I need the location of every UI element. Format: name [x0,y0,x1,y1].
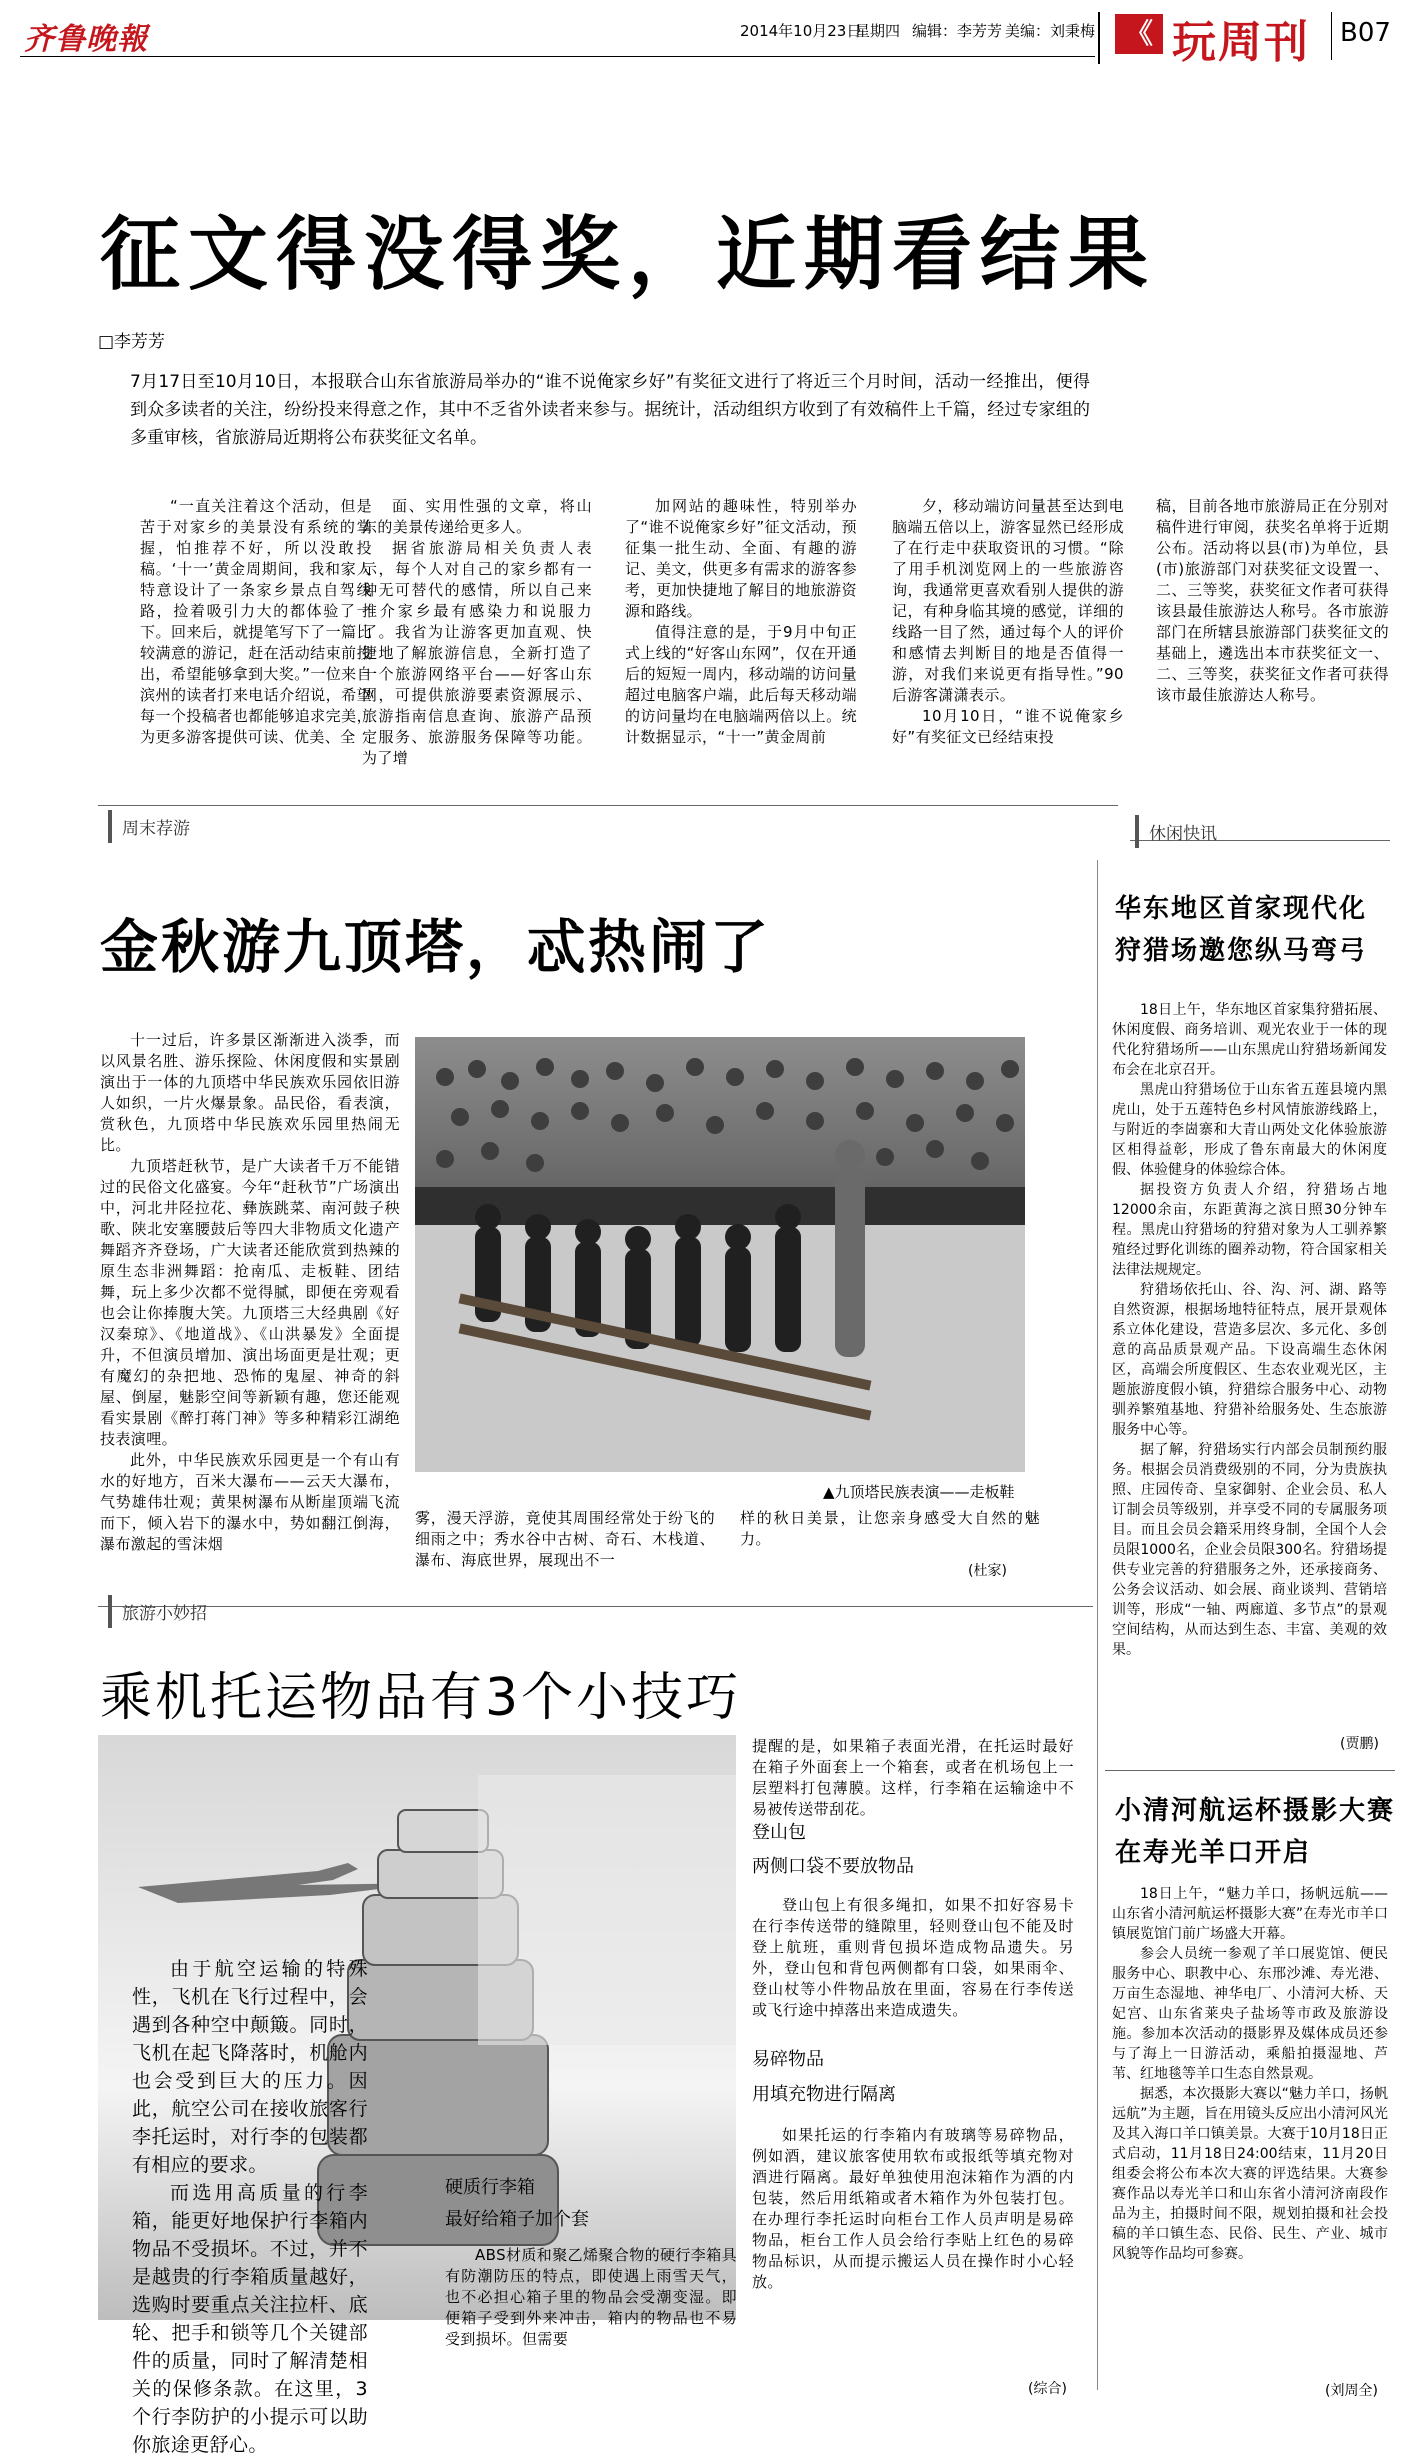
article-column: 如果托运的行李箱内有玻璃等易碎物品，例如酒，建议旅客使用软布或报纸等填充物对酒进行隔离。最好单独使用泡沫箱作为酒的内包装，然后用纸箱或者木箱作为外包装打包。在办理行李托运时向柜台工作人员声明是易碎物品，柜台工作人员会给行李贴上红色的易碎物品标识，从而提示搬运人员在操作时小心轻放。 [752,2126,1074,2291]
paragraph: 而选用高质量的行李箱，能更好地保护行李箱内物品不受损坏。不过，并不是越贵的行李箱质量越好，选购时要重点关注拉杆、底轮、把手和锁等几个关键部件的质量，同时了解清楚相关的保修条款。在这里，3个行李防护的小提示可以助你旅途更舒心。 [132,2182,368,2456]
paragraph: 据省旅游局相关负责人表示，每个人对自己的家乡都有一种无可替代的感情，所以自己来推介家乡最有感染力和说服力了。我省为让游客更加直观、快捷地了解旅游信息，全新打造了一个旅游网络平台——好客山东网，可提供旅游要素资源展示、旅游指南信息查询、旅游产品预定服务、旅游服务保障等功能。为了增 [362,539,592,767]
section-rule [98,1606,1093,1607]
issue-date: 2014年10月23日 [740,22,862,40]
article-column: 登山包上有很多绳扣，如果不扣好容易卡在行李传送带的缝隙里，轻则登山包不能及时登上航班，重则背包损坏造成物品遗失。另外，登山包和背包两侧都有口袋，如果雨伞、登山杖等小件物品放在里面，容易在行李传送或飞行途中掉落出来造成遗失。 [752,1896,1074,2019]
paragraph: 18日上午，华东地区首家集狩猎拓展、休闲度假、商务培训、观光农业于一体的现代化狩猎场所——山东黑虎山狩猎场新闻发布会在北京召开。 [1112,1002,1387,1078]
subhead: 用填充物进行隔离 [752,2084,896,2105]
paragraph: 狩猎场依托山、谷、沟、河、湖、路等自然资源，根据场地特征特点，展开景观体系立体化建设，营造多层次、多元化、多创意的高品质景观产品。下设高端生态休闲区，高端会所度假区、生态农业观光区，主题旅游度假小镇，狩猎综合服务中心、动物驯养繁殖基地、狩猎补给服务处、生态旅游服务中心等。 [1112,1282,1387,1438]
header-rule [20,56,1095,57]
paragraph: 据投资方负责人介绍，狩猎场占地12000余亩，东距黄海之滨日照30分钟车程。黑虎山狩猎场的狩猎对象为人工驯养繁殖经过野化训练的圈养动物，符合国家相关法律法规规定。 [1112,1182,1387,1278]
subhead: 登山包 [752,1822,806,1843]
subhead: 两侧口袋不要放物品 [752,1856,914,1877]
article-column: 样的秋日美景，让您亲身感受大自然的魅力。 [740,1509,1040,1548]
section-name: 玩周刊 [1172,17,1310,68]
article-title: 金秋游九顶塔，忒热闹了 [100,913,772,981]
paragraph: 此外，中华民族欢乐园更是一个有山有水的好地方，百米大瀑布——云天大瀑布，气势雄伟壮观；黄果树瀑布从断崖顶端飞流而下，倾入岩下的瀑水中，势如翻江倒海，瀑布激起的雪沫烟 [100,1451,400,1553]
article-column [362,496,592,769]
paragraph: 黑虎山狩猎场位于山东省五莲县境内黑虎山，处于五莲特色乡村风情旅游线路上，与附近的李崮寨和大青山两处文化体验旅游区相得益彰，形成了鲁东南最大的休闲度假、体验健身的体验综合体。 [1112,1082,1387,1178]
paragraph: 18日上午，“魅力羊口，扬帆远航——山东省小清河航运杯摄影大赛”在寿光市羊口镇展览馆门前广场盛大开幕。 [1112,1886,1388,1942]
section-tag: 休闲快讯 [1135,815,1227,848]
subhead: 易碎物品 [752,2049,824,2070]
article-column: ABS材质和聚乙烯聚合物的硬行李箱具有防潮防压的特点，即使遇上雨雪天气，也不必担心箱子里的物品会受潮变湿。即便箱子受到外来冲击，箱内的物品也不易受到损坏。但需要 [445,2246,738,2348]
subhead: 最好给箱子加个套 [445,2209,589,2230]
article-column [625,496,857,748]
section-badge: 《 [1115,14,1163,54]
article-title: 乘机托运物品有3个小技巧 [100,1668,742,1728]
paragraph: 九顶塔赶秋节，是广大读者千万不能错过的民俗文化盛宴。今年“赶秋节”广场演出中，河北井陉拉花、彝族跳菜、南河鼓子秧歌、陕北安塞腰鼓后等四大非物质文化遗产舞蹈齐齐登场，广大读者还能欣赏到热辣的原生态非洲舞蹈：抢南瓜、走板鞋、团结舞，玩上多少次都不觉得腻，即便在旁观看也会让你捧腹大笑。九顶塔三大经典剧《好汉秦琼》、《地道战》、《山洪暴发》全面提升，不但演员增加、演出场面更是壮观；更有魔幻的杂把地、恐怖的鬼屋、神奇的斜屋、倒屋，魅影空间等新颖有趣，您还能观看实景剧《醉打蒋门神》等多种精彩江湖绝技表演哩。 [100,1157,400,1448]
performance-photo [415,1037,1025,1472]
article-intro [132,1955,368,2459]
header-divider-2 [1331,12,1332,60]
article-credit: (杜家) [968,1563,1007,1579]
paragraph: 面、实用性强的文章，将山东的美景传递给更多人。 [362,497,592,536]
subhead: 硬质行李箱 [445,2177,535,2198]
article-lead: 7月17日至10月10日，本报联合山东省旅游局举办的“谁不说俺家乡好”有奖征文进行了将近三个月时间，活动一经推出，便得到众多读者的关注，纷纷投来得意之作，其中不乏省外读者来参与。据统计，活动组织方收到了有效稿件上千篇，经过专家组的多重审核，省旅游局近期将公布获奖征文名单。 [130,372,1090,448]
paragraph: 值得注意的是，于9月中旬正式上线的“好客山东网”，仅在开通后的短短一周内，移动端的访问量超过电脑客户端，此后每天移动端的访问量均在电脑端两倍以上。统计数据显示，“十一”黄金周前 [625,623,857,746]
section-tag: 周末荐游 [108,810,200,843]
section-tag: 旅游小妙招 [108,1595,217,1628]
sidebar-text [1112,1000,1387,1660]
paragraph: 参会人员统一参观了羊口展览馆、便民服务中心、职教中心、东邢沙滩、寿光港、万亩生态湿地、神华电厂、小清河大桥、天妃宫、山东省莱央子盐场等市政及旅游设施。参加本次活动的摄影界及媒体成员还参与了海上一日游活动，乘船拍摄湿地、芦苇、红地毯等羊口生态自然景观。 [1112,1946,1388,2082]
photo-caption: ▲九顶塔民族表演——走板鞋 [823,1483,1015,1501]
designer-credit: 美编：刘秉梅 [1005,22,1096,40]
article-column [100,1030,400,1555]
column-divider [1097,860,1098,2390]
paragraph: 十一过后，许多景区渐渐进入淡季，而以风景名胜、游乐探险、休闲度假和实景剧演出于一体的九顶塔中华民族欢乐园依旧游人如织，一片火爆景象。品民俗，看表演，赏秋色，九顶塔中华民族欢乐园里热闹无比。 [100,1031,400,1154]
article-column: “一直关注着这个活动，但是苦于对家乡的美景没有系统的掌握，怕推荐不好，所以没敢投稿。‘十一’黄金周期间，我和家人特意设计了一条家乡景点自驾线路，捡着吸引力大的都体验了一下。回来后，就提笔写下了一篇比较满意的游记，赶在活动结束前投出，希望能够拿到大奖。”一位来自滨州的读者打来电话介绍说，希望每一个投稿者也都能够追求完美，为更多游客提供可读、优美、全 [140,497,372,746]
sidebar-text [1112,1884,1388,2264]
issue-weekday: 星期四 [855,22,901,40]
paragraph: 据悉，本次摄影大赛以“魅力羊口，扬帆远航”为主题，旨在用镜头反应出小清河风光及其入海口羊口镇美景。大赛于10月18日正式启动，11月18日24:00结束，11月20日组委会将公布本次大赛的评选结果。大赛参赛作品以寿光羊口和山东省小清河济南段作品为主，拍摄时间不限，规划拍摄和社会投稿的羊口镇生态、民俗、民生、产业、城市风貌等作品均可参赛。 [1112,2086,1388,2262]
paragraph: 10月10日，“谁不说俺家乡好”有奖征文已经结束投 [892,707,1124,746]
header-divider [1098,12,1100,64]
section-rule [98,805,1118,806]
article-byline: □李芳芳 [98,332,166,352]
article-credit: (综合) [1028,2381,1067,2397]
sidebar-title: 小清河航运杯摄影大赛在寿光羊口开启 [1115,1796,1396,1868]
performance-photo-image [415,1037,1025,1472]
paragraph: 加网站的趣味性，特别举办了“谁不说俺家乡好”征文活动，预征集一批生动、全面、有趣的游记、美文，供更多有需求的游客参考，更加快捷地了解目的地旅游资源和路线。 [625,497,857,620]
section-rule [1105,1770,1395,1771]
paragraph: 据了解，狩猎场实行内部会员制预约服务。根据会员消费级别的不同，分为贵族执照、庄园传奇、皇家御射、企业会员、私人订制会员等级别，并享受不同的专属服务项目。而且会员会籍采用终身制，全国个人会员限1000名，企业会员限300名。狩猎场提供专业完善的狩猎服务之外，还承接商务、公务会议活动、如会展、商业谈判、营销培训等，形成“一轴、两廊道、多节点”的景观空间结构，从而达到生态、丰富、美观的效果。 [1112,1442,1387,1658]
page-number: B07 [1340,18,1391,48]
article-title: 征文得没得奖，近期看结果 [100,208,1156,301]
masthead-logo: 齐鲁晚報 [24,22,148,57]
sidebar-credit: (刘周全) [1325,2383,1378,2399]
article-column: 雾，漫天浮游，竟使其周围经常处于纷飞的细雨之中；秀水谷中古树、奇石、木栈道、瀑布、海底世界，展现出不一 [415,1509,715,1569]
article-column [892,496,1124,748]
paragraph: 夕，移动端访问量甚至达到电脑端五倍以上，游客显然已经形成了在行走中获取资讯的习惯。“除了用手机浏览网上的一些旅游咨询，我通常更喜欢看别人提供的游记，有种身临其境的感觉，详细的线路一目了然，通过每个人的评价和感情去判断目的地是否值得一游，对我们来说更有指导性。”90后游客潇潇表示。 [892,497,1124,704]
editor-credit: 编辑：李芳芳 [912,22,1003,40]
article-column: 提醒的是，如果箱子表面光滑，在托运时最好在箱子外面套上一个箱套，或者在机场包上一层塑料打包薄膜。这样，行李箱在运输途中不易被传送带刮花。 [752,1737,1074,1818]
sidebar-title: 华东地区首家现代化狩猎场邀您纵马弯弓 [1115,894,1368,966]
article-column: 稿，目前各地市旅游局正在分别对稿件进行审阅，获奖名单将于近期公布。活动将以县(市)为单位，县(市)旅游部门对获奖征文设置一、二、三等奖，获奖征文作者可获得该县最佳旅游达人称号。各市旅游部门在所辖县旅游部门获奖征文的基础上，遴选出本市获奖征文一、二、三等奖，获奖征文作者可获得该市最佳旅游达人称号。 [1156,497,1389,704]
paragraph: 由于航空运输的特殊性，飞机在飞行过程中，会遇到各种空中颠簸。同时，飞机在起飞降落时，机舱内也会受到巨大的压力。因此，航空公司在接收旅客行李托运时，对行李的包装都有相应的要求。 [132,1958,368,2176]
sidebar-credit: (贾鹏) [1340,1736,1379,1752]
